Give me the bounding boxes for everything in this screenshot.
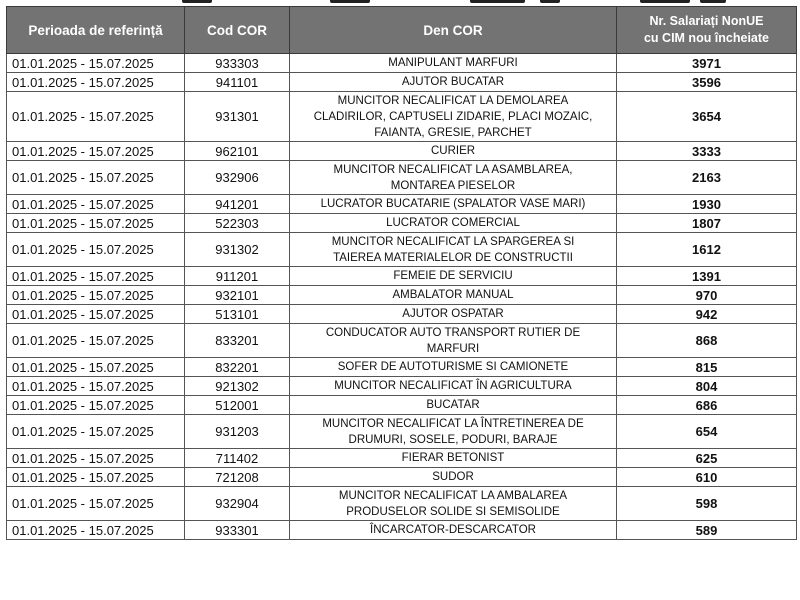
cell-cod-cor: 933301 [185,521,290,540]
table-row [7,415,797,449]
cell-den-cor [290,142,617,161]
header-nr-line1: Nr. Salariați NonUE [649,14,764,28]
cell-nr-salariati: 1391 [617,267,797,286]
den-cor-line: MUNCITOR NECALIFICAT LA AMBALAREA [338,489,568,502]
cell-den-cor [290,73,617,92]
cell-perioada: 01.01.2025 - 15.07.2025 [7,377,185,396]
table-row [7,521,797,540]
cell-nr-salariati: 804 [617,377,797,396]
table-row [7,396,797,415]
cell-nr-salariati: 3596 [617,73,797,92]
header-row [7,7,797,54]
cell-den-cor [290,305,617,324]
cell-nr-salariati: 610 [617,468,797,487]
den-cor-line: TAIEREA MATERIALELOR DE CONSTRUCTII [333,251,573,264]
den-cor-line: AJUTOR BUCATAR [401,76,505,88]
cell-nr-salariati: 1807 [617,214,797,233]
cell-perioada: 01.01.2025 - 15.07.2025 [7,468,185,487]
den-cor-line: FAIANTA, GRESIE, PARCHET [374,126,532,139]
cell-cod-cor: 522303 [185,214,290,233]
cell-perioada: 01.01.2025 - 15.07.2025 [7,161,185,195]
cell-nr-salariati: 2163 [617,161,797,195]
table-row [7,449,797,468]
cell-nr-salariati: 868 [617,324,797,358]
cell-perioada: 01.01.2025 - 15.07.2025 [7,286,185,305]
cell-den-cor [290,267,617,286]
den-cor-line: LUCRATOR COMERCIAL [386,217,520,229]
cell-perioada: 01.01.2025 - 15.07.2025 [7,233,185,267]
cell-nr-salariati: 686 [617,396,797,415]
cell-den-cor [290,396,617,415]
table-row [7,73,797,92]
cell-cod-cor: 932904 [185,487,290,521]
cell-perioada: 01.01.2025 - 15.07.2025 [7,267,185,286]
cor-table [6,6,797,540]
cell-nr-salariati: 3333 [617,142,797,161]
den-cor-line: MUNCITOR NECALIFICAT LA SPARGEREA SI [331,235,575,248]
header-perioada: Perioada de referință [7,7,185,54]
cell-cod-cor: 721208 [185,468,290,487]
cell-nr-salariati: 625 [617,449,797,468]
cell-nr-salariati: 3654 [617,92,797,142]
cell-cod-cor: 941101 [185,73,290,92]
cell-den-cor [290,415,617,449]
den-cor-line: CLADIRILOR, CAPTUSELI ZIDARIE, PLACI MOZAIC, [313,110,593,123]
table-row [7,233,797,267]
table-row [7,161,797,195]
den-cor-line: MARFURI [426,342,480,355]
den-cor-line: MUNCITOR NECALIFICAT ÎN AGRICULTURA [334,380,572,392]
den-cor-line: SOFER DE AUTOTURISME SI CAMIONETE [337,361,569,373]
cell-nr-salariati: 970 [617,286,797,305]
den-cor-line: AMBALATOR MANUAL [392,289,514,301]
den-cor-line: DRUMURI, SOSELE, PODURI, BARAJE [348,433,558,446]
den-cor-line: AJUTOR OSPATAR [402,308,504,320]
header-cod-cor: Cod COR [185,7,290,54]
cell-nr-salariati: 1612 [617,233,797,267]
cell-perioada: 01.01.2025 - 15.07.2025 [7,521,185,540]
cell-cod-cor: 911201 [185,267,290,286]
header-nr-salariati [617,7,797,54]
den-cor-line: SUDOR [432,471,474,483]
cell-cod-cor: 512001 [185,396,290,415]
table-row [7,358,797,377]
den-cor-line: ÎNCARCATOR-DESCARCATOR [370,524,536,536]
table-row [7,377,797,396]
cell-nr-salariati: 815 [617,358,797,377]
den-cor-line: MUNCITOR NECALIFICAT LA ASAMBLAREA, [333,163,573,176]
cell-perioada: 01.01.2025 - 15.07.2025 [7,305,185,324]
cell-perioada: 01.01.2025 - 15.07.2025 [7,214,185,233]
cell-den-cor [290,195,617,214]
cell-den-cor [290,54,617,73]
cell-den-cor [290,233,617,267]
cell-nr-salariati: 598 [617,487,797,521]
cell-perioada: 01.01.2025 - 15.07.2025 [7,142,185,161]
cell-den-cor [290,377,617,396]
table-row [7,286,797,305]
cell-cod-cor: 931302 [185,233,290,267]
cell-cod-cor: 833201 [185,324,290,358]
cell-perioada: 01.01.2025 - 15.07.2025 [7,396,185,415]
cell-perioada: 01.01.2025 - 15.07.2025 [7,449,185,468]
cell-nr-salariati: 1930 [617,195,797,214]
cell-cod-cor: 513101 [185,305,290,324]
den-cor-line: MUNCITOR NECALIFICAT LA ÎNTRETINEREA DE [322,417,584,430]
cell-cod-cor: 711402 [185,449,290,468]
den-cor-line: BUCATAR [426,399,480,411]
den-cor-line: FEMEIE DE SERVICIU [393,270,513,282]
cell-perioada: 01.01.2025 - 15.07.2025 [7,195,185,214]
cell-perioada: 01.01.2025 - 15.07.2025 [7,54,185,73]
den-cor-line: MUNCITOR NECALIFICAT LA DEMOLAREA [337,94,569,107]
den-cor-line: LUCRATOR BUCATARIE (SPALATOR VASE MARI) [320,198,586,210]
table-row [7,142,797,161]
cell-cod-cor: 931301 [185,92,290,142]
den-cor-line: CURIER [430,145,476,157]
cell-den-cor [290,521,617,540]
cell-perioada: 01.01.2025 - 15.07.2025 [7,73,185,92]
table-row [7,92,797,142]
table-row [7,267,797,286]
table-row [7,214,797,233]
header-nr-line2: cu CIM nou încheiate [643,31,769,45]
den-cor-line: MONTAREA PIESELOR [390,179,516,192]
cell-perioada: 01.01.2025 - 15.07.2025 [7,324,185,358]
cell-cod-cor: 931203 [185,415,290,449]
cell-nr-salariati: 589 [617,521,797,540]
cell-den-cor [290,468,617,487]
cell-cod-cor: 832201 [185,358,290,377]
cell-cod-cor: 932906 [185,161,290,195]
den-cor-line: CONDUCATOR AUTO TRANSPORT RUTIER DE [325,326,581,339]
cell-cod-cor: 921302 [185,377,290,396]
cell-den-cor [290,449,617,468]
cell-den-cor [290,324,617,358]
table-row [7,324,797,358]
den-cor-line: PRODUSELOR SOLIDE SI SEMISOLIDE [346,505,560,518]
cell-perioada: 01.01.2025 - 15.07.2025 [7,92,185,142]
cell-den-cor [290,286,617,305]
table-row [7,305,797,324]
cell-den-cor [290,358,617,377]
table-row [7,54,797,73]
table-row [7,468,797,487]
cell-nr-salariati: 942 [617,305,797,324]
cell-cod-cor: 962101 [185,142,290,161]
cell-den-cor [290,214,617,233]
header-den-cor: Den COR [290,7,617,54]
cell-cod-cor: 932101 [185,286,290,305]
cell-den-cor [290,487,617,521]
cell-den-cor [290,161,617,195]
cell-perioada: 01.01.2025 - 15.07.2025 [7,415,185,449]
den-cor-line: FIERAR BETONIST [401,452,505,464]
cell-cod-cor: 941201 [185,195,290,214]
cell-perioada: 01.01.2025 - 15.07.2025 [7,487,185,521]
cell-den-cor [290,92,617,142]
cell-cod-cor: 933303 [185,54,290,73]
table-row [7,487,797,521]
table-row [7,195,797,214]
cell-perioada: 01.01.2025 - 15.07.2025 [7,358,185,377]
den-cor-line: MANIPULANT MARFURI [388,57,518,69]
cell-nr-salariati: 3971 [617,54,797,73]
cell-nr-salariati: 654 [617,415,797,449]
